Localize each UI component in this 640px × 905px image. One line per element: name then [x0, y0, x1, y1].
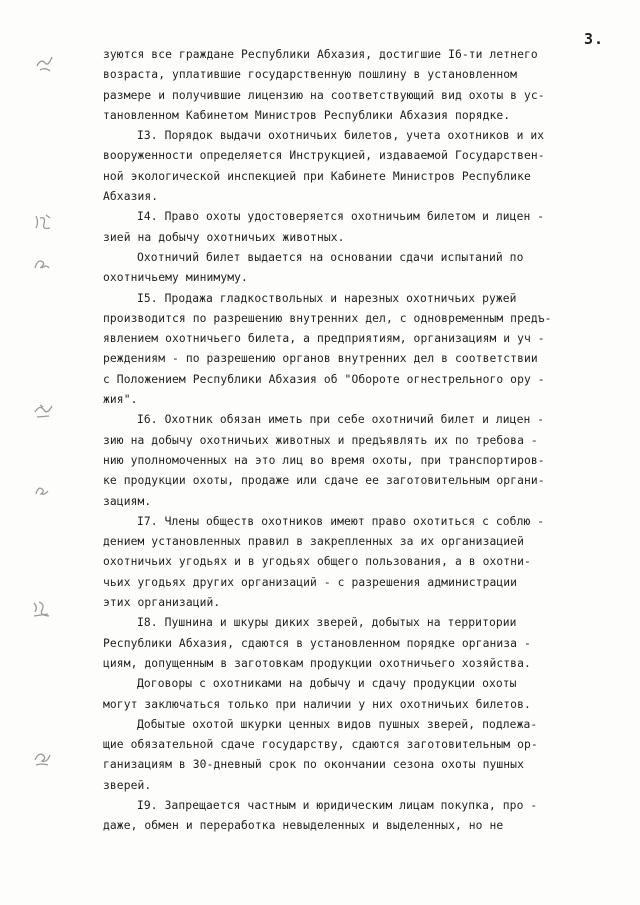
- text-line: явлением охотничьего билета, а предприятиям, организациям и уч -: [103, 332, 545, 346]
- text-line: с Положением Республики Абхазия об "Обороте огнестрельного ору -: [103, 372, 545, 386]
- margin-scribble-5: [30, 478, 54, 500]
- text-line: ной экологической инспекцией при Кабинете Министров Республике: [103, 169, 531, 183]
- margin-scribble-2: [32, 212, 56, 234]
- text-line: могут заключаться только при наличии у них охотничьих билетов.: [103, 697, 531, 711]
- text-line: щие обязательной сдаче государству, сдаются заготовительным ор-: [103, 738, 538, 752]
- page-number: 3.: [584, 30, 605, 48]
- text-line: Абхазия.: [103, 190, 159, 204]
- text-line: I9. Запрещается частным и юридическим лицам покупка, про -: [137, 798, 538, 812]
- margin-scribble-6: [30, 598, 54, 620]
- text-line: даже, обмен и переработка невыделенных и выделенных, но не: [103, 819, 504, 833]
- text-line: Договоры с охотниками на добычу и сдачу продукции охоты: [137, 677, 517, 691]
- text-line: Охотничий билет выдается на основании сдачи испытаний по: [137, 250, 524, 264]
- margin-scribble-4: [32, 400, 56, 422]
- text-line: чьих угодьях других организаций - с разрешения администрации: [103, 575, 518, 589]
- text-line: ганизациям в 30-дневный срок по окончании сезона охоты пушных: [103, 758, 524, 772]
- text-line: Республики Абхазия, сдаются в установленном порядке организа -: [103, 636, 531, 650]
- text-line: зуются все граждане Республики Абхазия, достигшие I6-ти летнего: [103, 48, 538, 61]
- margin-scribble-3: [30, 252, 54, 274]
- text-line: I6. Охотник обязан иметь при себе охотничий билет и лицен -: [137, 413, 545, 427]
- text-line: тановленном Кабинетом Министров Республики Абхазия порядке.: [103, 108, 511, 122]
- text-line: этих организаций.: [103, 596, 221, 610]
- text-line: I3. Порядок выдачи охотничьих билетов, учета охотников и их: [137, 129, 545, 143]
- document-text: [103, 45, 613, 837]
- text-line: ке продукции охоты, продаже или сдаче ее заготовительным органи-: [103, 474, 545, 488]
- text-line: возраста, уплатившие государственную пошлину в установленном: [103, 68, 518, 82]
- text-line: I8. Пушнина и шкуры диких зверей, добытых на территории: [137, 616, 517, 630]
- text-line: реждениям - по разрешению органов внутренних дел в соответствии: [103, 352, 538, 366]
- text-line: вооруженности определяется Инструкцией, издаваемой Государствен-: [103, 149, 545, 163]
- text-line: зверей.: [103, 778, 152, 792]
- text-line: зациям.: [103, 494, 152, 508]
- text-line: размере и получившие лицензию на соответствующий вид охоты в ус-: [103, 88, 545, 102]
- text-line: I7. Члены обществ охотников имеют право охотиться с соблю -: [137, 514, 545, 528]
- margin-scribble-1: [34, 52, 58, 74]
- text-line: охотничьему минимуму.: [103, 271, 248, 285]
- text-line: жия".: [103, 393, 138, 407]
- text-line: циям, допущенным в заготовкам продукции охотничьего хозяйства.: [103, 656, 531, 670]
- text-line: I4. Право охоты удостоверяется охотничьим билетом и лицен -: [137, 210, 545, 224]
- text-line: Добытые охотой шкурки ценных видов пушных зверей, подлежа-: [137, 717, 538, 731]
- text-line: нию уполномоченных на это лиц во время охоты, при транспортиров-: [103, 453, 545, 467]
- text-line: производится по разрешению внутренних дел, с одновременным предъ-: [103, 311, 552, 325]
- text-line: охотничьих угодьях и в угодьях общего пользования, а в охотни-: [103, 555, 531, 569]
- text-line: зию на добычу охотничьих животных и предъявлять их по требова -: [103, 433, 538, 447]
- margin-scribble-7: [30, 746, 54, 768]
- text-line: дением установленных правил в закрепленных за их организацией: [103, 535, 524, 549]
- text-line: зией на добычу охотничьих животных.: [103, 230, 345, 244]
- text-line: I5. Продажа гладкоствольных и нарезных охотничьих ружей: [137, 291, 517, 305]
